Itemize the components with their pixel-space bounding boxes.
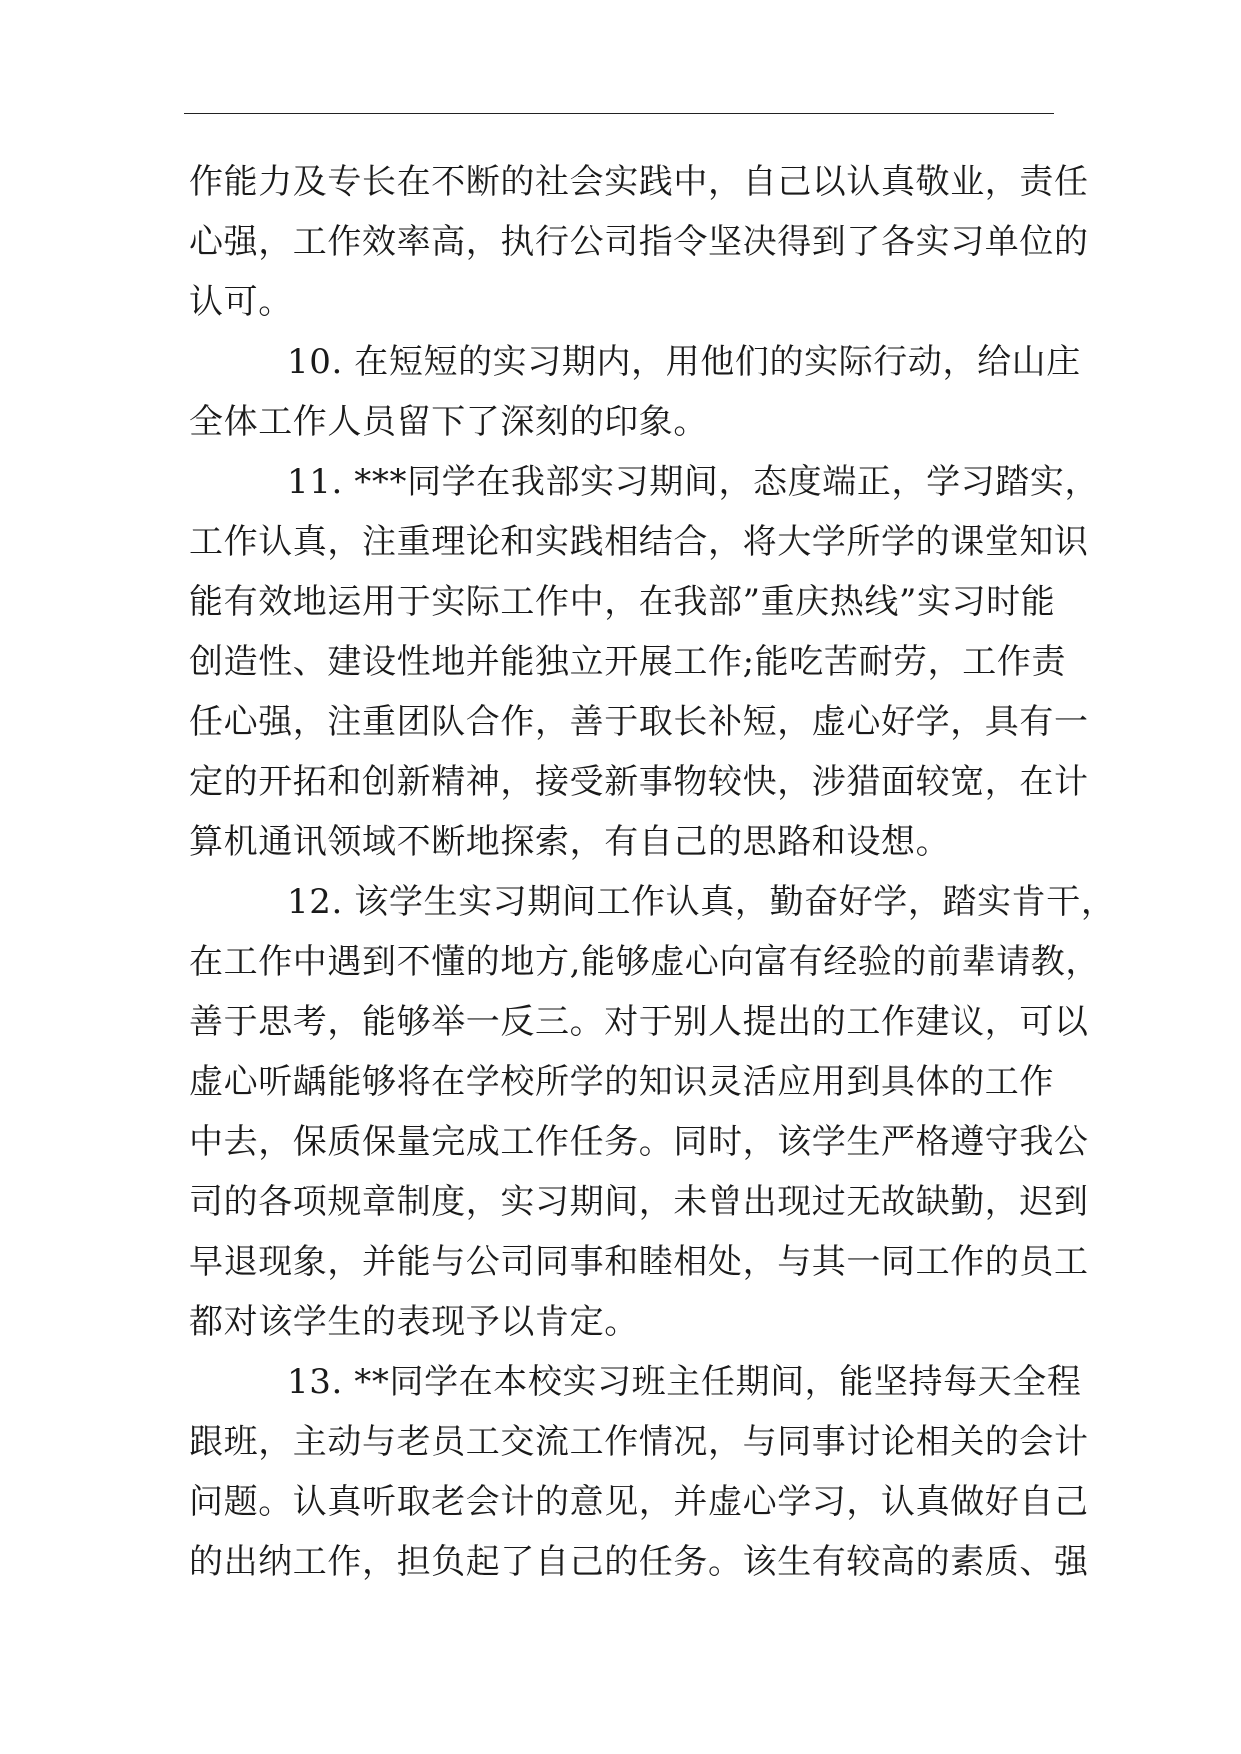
header-rule xyxy=(184,113,1054,114)
text-line: 算机通讯领域不断地探索，有自己的思路和设想。 xyxy=(189,822,951,862)
paragraph-item-13 xyxy=(189,1352,1089,1592)
text-line: 10. 在短短的实习期内，用他们的实际行动，给山庄 xyxy=(287,342,1081,382)
document-body xyxy=(189,152,1116,1592)
text-line: 都对该学生的表现予以肯定。 xyxy=(189,1302,639,1342)
paragraph-continuation xyxy=(189,152,1089,332)
text-line: 13. **同学在本校实习班主任期间，能坚持每天全程 xyxy=(287,1362,1082,1402)
text-line: 定的开拓和创新精神，接受新事物较快，涉猎面较宽，在计 xyxy=(189,762,1089,802)
text-line: 认可。 xyxy=(189,282,293,322)
text-line: 的出纳工作，担负起了自己的任务。该生有较高的素质、强 xyxy=(189,1542,1089,1582)
text-line: 工作认真，注重理论和实践相结合，将大学所学的课堂知识 xyxy=(189,522,1089,562)
text-line: 善于思考，能够举一反三。对于别人提出的工作建议，可以 xyxy=(189,1002,1089,1042)
text-line: 创造性、建设性地并能独立开展工作;能吃苦耐劳，工作责 xyxy=(189,642,1067,682)
text-line: 能有效地运用于实际工作中，在我部”重庆热线”实习时能 xyxy=(189,582,1056,622)
text-line: 全体工作人员留下了深刻的印象。 xyxy=(189,402,708,442)
paragraph-item-12 xyxy=(189,872,1116,1352)
paragraph-item-11 xyxy=(189,452,1100,872)
text-line: 早退现象，并能与公司同事和睦相处，与其一同工作的员工 xyxy=(189,1242,1089,1282)
text-line: 司的各项规章制度，实习期间，未曾出现过无故缺勤，迟到 xyxy=(189,1182,1089,1222)
text-line: 中去，保质保量完成工作任务。同时，该学生严格遵守我公 xyxy=(189,1122,1089,1162)
text-line: 11. ***同学在我部实习期间，态度端正，学习踏实， xyxy=(287,462,1100,502)
text-line: 在工作中遇到不懂的地方,能够虚心向富有经验的前辈请教， xyxy=(189,942,1101,982)
text-line: 跟班，主动与老员工交流工作情况，与同事讨论相关的会计 xyxy=(189,1422,1089,1462)
text-line: 虚心听龋能够将在学校所学的知识灵活应用到具体的工作 xyxy=(189,1062,1054,1102)
text-line: 作能力及专长在不断的社会实践中，自己以认真敬业，责任 xyxy=(189,162,1089,202)
text-line: 任心强，注重团队合作，善于取长补短，虚心好学，具有一 xyxy=(189,702,1089,742)
paragraph-item-10 xyxy=(189,332,1081,452)
text-line: 心强，工作效率高，执行公司指令坚决得到了各实习单位的 xyxy=(189,222,1089,262)
text-line: 问题。认真听取老会计的意见，并虚心学习，认真做好自己 xyxy=(189,1482,1089,1522)
text-line: 12. 该学生实习期间工作认真，勤奋好学，踏实肯干， xyxy=(287,882,1116,922)
